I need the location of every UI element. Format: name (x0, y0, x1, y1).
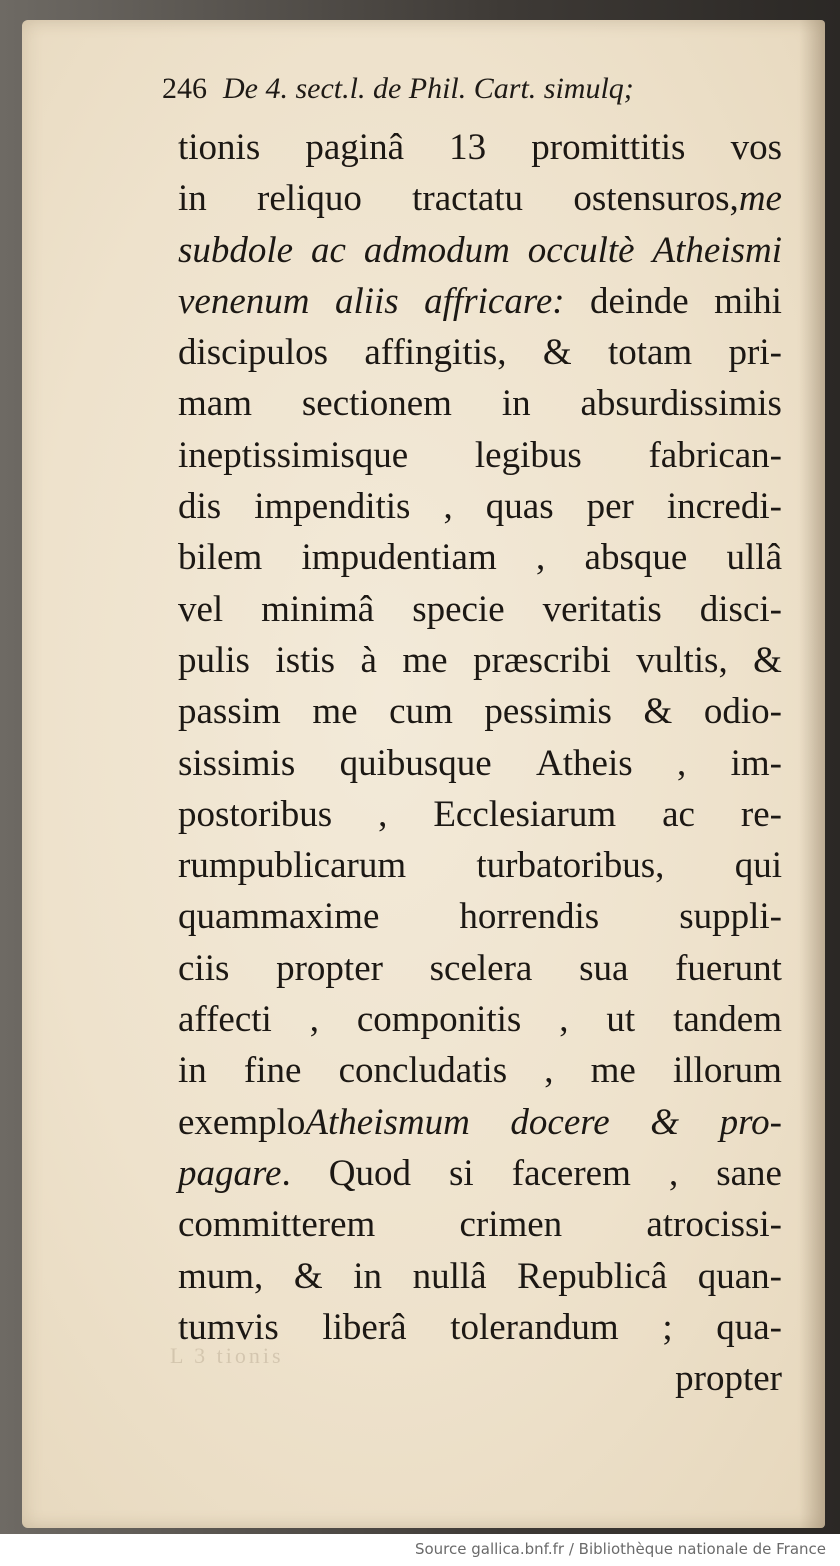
text-line (178, 430, 782, 481)
word-part: , (309, 999, 319, 1041)
word-part: tandem (673, 999, 782, 1041)
text-line (178, 1097, 782, 1148)
word (528, 225, 635, 276)
word-part: propter (276, 947, 383, 989)
word-part: istis (275, 639, 336, 681)
word-part: dis (178, 486, 222, 528)
word-part: suppli- (679, 896, 782, 938)
word-part: deinde (590, 280, 689, 322)
word (339, 1045, 508, 1096)
word (340, 738, 492, 789)
word (364, 327, 506, 378)
word (653, 225, 782, 276)
word (544, 1045, 553, 1096)
word (275, 635, 335, 686)
text-line (178, 378, 782, 429)
word-part: passim (178, 691, 281, 733)
word-part: pessimis (484, 691, 612, 733)
word (276, 943, 383, 994)
word (364, 225, 510, 276)
word-part: tractatu (412, 178, 524, 220)
word (679, 891, 782, 942)
word (178, 327, 328, 378)
word-part: 13 (449, 127, 487, 168)
word-part: odio- (703, 691, 782, 733)
word (606, 994, 635, 1045)
word (178, 943, 229, 994)
word-part: tolerandum (450, 1306, 619, 1348)
word (178, 789, 332, 840)
word-part: sane (716, 1152, 782, 1194)
word (531, 122, 685, 173)
word (302, 378, 452, 429)
word (700, 584, 782, 635)
word (178, 994, 272, 1045)
word-part: incredi- (666, 486, 782, 528)
text-line (178, 891, 782, 942)
word (254, 481, 410, 532)
word-part: ciis (178, 947, 230, 989)
word (735, 840, 782, 891)
word (502, 378, 531, 429)
running-head-title: De 4. sect.l. de Phil. Cart. simulq; (223, 72, 634, 105)
word-part: atrocissi- (646, 1204, 782, 1246)
text-line (178, 635, 782, 686)
word-part: venenum (178, 280, 310, 322)
text-line (178, 943, 782, 994)
word (714, 276, 782, 327)
word-part: , (536, 537, 546, 579)
word-part: crimen (459, 1204, 563, 1246)
word (353, 1251, 382, 1302)
word-part: tionis (178, 127, 261, 168)
word (753, 635, 782, 686)
word (178, 1199, 375, 1250)
word-part: sua (579, 947, 629, 989)
word (662, 789, 695, 840)
word-part: postoribus (178, 793, 333, 835)
word (459, 891, 599, 942)
word-part: sissimis (178, 742, 296, 784)
word (459, 1199, 562, 1250)
catchword-text: propter (675, 1358, 782, 1400)
word-part: exemplo (178, 1101, 306, 1143)
word-part: quibusque (339, 742, 492, 784)
word (178, 225, 293, 276)
word-part: qua- (716, 1306, 782, 1348)
word-part: & (542, 332, 572, 374)
page-number: 246 (162, 72, 207, 105)
word (729, 327, 782, 378)
word (178, 738, 295, 789)
word (257, 173, 362, 224)
word (178, 276, 310, 327)
word-part: discipulos (178, 332, 329, 374)
word-part: , (443, 486, 453, 528)
word (643, 686, 672, 737)
word-part: Republicâ (517, 1255, 668, 1297)
word (573, 173, 782, 224)
word (312, 686, 357, 737)
word-part: Atheismum (305, 1101, 470, 1143)
text-line (178, 122, 782, 173)
word-part: ; (662, 1306, 673, 1348)
word (433, 789, 616, 840)
word-part: ostensuros, (573, 178, 739, 220)
word (675, 943, 782, 994)
word (178, 430, 408, 481)
footer-bar (0, 1534, 840, 1566)
text-line (178, 327, 782, 378)
word-part: sectionem (301, 383, 452, 425)
word (378, 789, 387, 840)
word-part: veritatis (542, 588, 662, 630)
word (261, 584, 374, 635)
word-part: & (293, 1255, 323, 1297)
word-part: totam (607, 332, 693, 374)
word-part: in (178, 178, 207, 220)
word-part: fuerunt (675, 947, 782, 989)
word-part: , (378, 793, 388, 835)
word (720, 1097, 782, 1148)
word-part: in (178, 1050, 207, 1092)
word (673, 1045, 782, 1096)
word-part: , (668, 1152, 679, 1194)
word-part: fine (243, 1050, 302, 1092)
word (590, 276, 689, 327)
word (741, 789, 782, 840)
word (329, 1148, 411, 1199)
word (357, 994, 521, 1045)
word-part: me (738, 178, 782, 220)
word-part: ullâ (726, 537, 782, 579)
word-part: pulis (178, 639, 250, 681)
word (178, 532, 262, 583)
word (178, 1148, 291, 1199)
word (413, 1251, 487, 1302)
word-part: im- (730, 742, 782, 784)
word-part: si (449, 1152, 474, 1194)
word-part: me (402, 639, 448, 681)
word (587, 481, 634, 532)
word (677, 738, 686, 789)
word-part: & (643, 691, 673, 733)
word-part: ut (606, 999, 636, 1041)
word-part: & (753, 639, 782, 681)
word-part: pro- (719, 1101, 782, 1143)
word-part: affecti (178, 999, 272, 1041)
word-part: qui (734, 845, 782, 887)
word-part: mam (178, 383, 252, 425)
word-part: pagare (178, 1152, 282, 1194)
word (178, 840, 406, 891)
word (486, 481, 554, 532)
text-line (178, 840, 782, 891)
word-part: mum, (178, 1255, 264, 1297)
word (543, 327, 572, 378)
body-text (178, 122, 782, 1404)
word (430, 943, 533, 994)
word (636, 635, 728, 686)
word (731, 122, 782, 173)
page-fold-shadow (799, 20, 825, 1528)
text-line (178, 225, 782, 276)
word-part: me (312, 691, 358, 733)
word (389, 686, 453, 737)
word-part: liberâ (322, 1306, 407, 1348)
word (178, 635, 250, 686)
word-part: Quod (328, 1152, 411, 1194)
word-part: cum (389, 691, 453, 733)
word (311, 225, 346, 276)
word (302, 532, 497, 583)
word-part: quas (485, 486, 554, 528)
word-part: ac (311, 229, 346, 271)
word-part: impenditis (254, 486, 411, 528)
word (361, 635, 377, 686)
word (669, 1148, 678, 1199)
word (543, 584, 662, 635)
text-line (178, 738, 782, 789)
text-line (178, 276, 782, 327)
word-part: præscribi (473, 639, 611, 681)
word (731, 738, 782, 789)
word (581, 378, 782, 429)
word-part: promittitis (531, 127, 686, 168)
word (536, 738, 633, 789)
word (698, 1251, 782, 1302)
text-line (178, 789, 782, 840)
word-part: vultis, (636, 639, 728, 681)
word (412, 584, 504, 635)
word (517, 1251, 667, 1302)
word (178, 584, 223, 635)
word-part: in (353, 1255, 382, 1297)
word-part: paginâ (305, 127, 404, 168)
word-part: & (650, 1101, 680, 1143)
text-line (178, 686, 782, 737)
word-part: quammaxime (178, 896, 380, 938)
word (673, 994, 782, 1045)
word-part: Ecclesiarum (433, 793, 617, 835)
word-part: Atheis (536, 742, 633, 784)
word-part: componitis (356, 999, 522, 1041)
word-part: minimâ (261, 588, 375, 630)
word (475, 430, 582, 481)
word-part: fabrican- (648, 434, 782, 476)
word-part: subdole (178, 229, 294, 271)
word-part: nullâ (412, 1255, 487, 1297)
word (449, 1148, 474, 1199)
word-part: bilem (178, 537, 263, 579)
word (178, 378, 252, 429)
word (335, 276, 399, 327)
word (310, 994, 319, 1045)
word (650, 1097, 679, 1148)
word (305, 122, 404, 173)
word (294, 1251, 323, 1302)
word (443, 481, 452, 532)
word (716, 1148, 782, 1199)
word-part: Atheismi (652, 229, 782, 271)
word-part: vel (178, 588, 224, 630)
word-part: tumvis (178, 1306, 279, 1348)
text-line (178, 1148, 782, 1199)
word-part: pri- (728, 332, 782, 374)
word-part: . (281, 1152, 291, 1194)
word (704, 686, 782, 737)
word-part: admodum (363, 229, 510, 271)
word (559, 994, 568, 1045)
word (178, 1097, 470, 1148)
word-part: mihi (714, 280, 782, 322)
word-part: docere (510, 1101, 610, 1143)
text-line (178, 173, 782, 224)
word-part: à (360, 639, 377, 681)
source-credit: Source gallica.bnf.fr / Bibliothèque nationale de France (414, 1540, 826, 1558)
word-part: , (559, 999, 569, 1041)
word-part: occultè (527, 229, 635, 271)
word (244, 1045, 302, 1096)
word (484, 686, 611, 737)
word (178, 481, 221, 532)
word (178, 891, 379, 942)
word (473, 635, 611, 686)
word-part: absurdissimis (580, 383, 782, 425)
word (449, 122, 486, 173)
word (727, 532, 782, 583)
word (646, 1199, 782, 1250)
word-part: quan- (697, 1255, 782, 1297)
word-part: reliquo (257, 178, 362, 220)
word (536, 532, 545, 583)
bleed-through-text: L 3 tionis (170, 1343, 284, 1368)
word (591, 1045, 636, 1096)
word-part: per (586, 486, 634, 528)
text-line (178, 481, 782, 532)
word (178, 1045, 207, 1096)
word (178, 173, 207, 224)
word (476, 840, 664, 891)
word-part: specie (412, 588, 505, 630)
word-part: concludatis (338, 1050, 508, 1092)
word (648, 430, 782, 481)
word-part: ac (662, 793, 695, 835)
word-part: disci- (699, 588, 782, 630)
word (178, 1251, 263, 1302)
text-line (178, 1251, 782, 1302)
word-part: legibus (474, 434, 582, 476)
word (585, 532, 688, 583)
word-part: absque (584, 537, 688, 579)
word-part: , (676, 742, 687, 784)
word (512, 1148, 631, 1199)
word-part: , (544, 1050, 554, 1092)
word-part: illorum (672, 1050, 782, 1092)
word-part: impudentiam (301, 537, 497, 579)
text-line (178, 994, 782, 1045)
word (608, 327, 692, 378)
word-part: me (590, 1050, 636, 1092)
word-part: ineptissimisque (178, 434, 409, 476)
word (402, 635, 447, 686)
running-head (162, 72, 792, 106)
word-part: scelera (429, 947, 533, 989)
word-part: affingitis, (364, 332, 507, 374)
word-part: rumpublicarum (178, 845, 407, 887)
word (178, 122, 260, 173)
text-line (178, 1045, 782, 1096)
word-part: in (501, 383, 531, 425)
text-line (178, 1199, 782, 1250)
word-part: re- (740, 793, 782, 835)
word-part: vos (730, 127, 782, 168)
text-line (178, 532, 782, 583)
word (510, 1097, 609, 1148)
word-part: horrendis (459, 896, 600, 938)
word (412, 173, 523, 224)
text-line (178, 584, 782, 635)
word-part: facerem (511, 1152, 631, 1194)
word (579, 943, 628, 994)
word (178, 686, 281, 737)
word-part: turbatoribus, (476, 845, 665, 887)
word (424, 276, 564, 327)
word-part: aliis (334, 280, 399, 322)
word-part: affricare: (424, 280, 565, 322)
word-part: committerem (178, 1204, 376, 1246)
word (667, 481, 782, 532)
